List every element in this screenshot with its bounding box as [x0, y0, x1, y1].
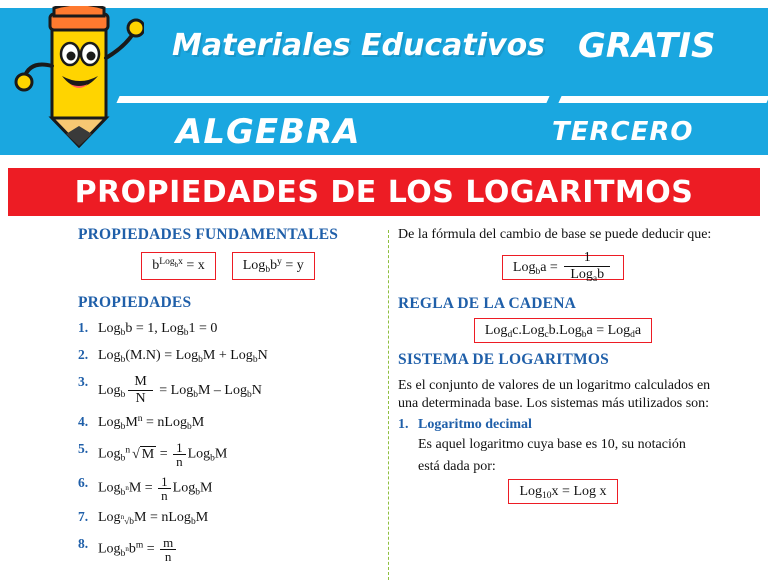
worksheet-title: PROPIEDADES DE LOS LOGARITMOS — [74, 174, 694, 210]
decimal-log-title: Logaritmo decimal — [418, 417, 532, 433]
item-body: Log$_{^n√b}$M = nLog$_b$M — [98, 510, 209, 528]
formula-box-2: $Log_bb^y = y$ — [232, 252, 315, 280]
header-stripe-mid-right — [558, 96, 768, 103]
item-number: 4. — [78, 414, 89, 430]
section-fundamental-properties-title: PROPIEDADES FUNDAMENTALES — [78, 226, 339, 243]
grade-label: TERCERO — [552, 117, 694, 147]
pencil-mascot-icon — [14, 6, 144, 151]
item-number: 5. — [78, 441, 89, 457]
item-number: 2. — [78, 347, 89, 363]
item-body: Log$_b$(M.N) = Log$_b$M + Log$_b$N — [98, 348, 268, 366]
item-number: 1. — [78, 320, 89, 336]
list-item — [398, 417, 728, 433]
column-divider — [388, 230, 389, 580]
list-item — [78, 441, 378, 468]
course-label: ALGEBRA — [176, 112, 361, 152]
list-item — [78, 509, 378, 529]
site-title: Materiales Educativos — [172, 28, 546, 63]
gratis-label: GRATIS — [578, 26, 716, 66]
decimal-log-text-line2: está dada por: — [418, 459, 496, 475]
change-of-base-formula-wrap — [398, 250, 728, 285]
item-body: Log$_b$ $\frac{M}{N}$ = Log$_b$M – Log$_b$N — [98, 374, 262, 407]
section-log-systems-title: SISTEMA DE LOGARITMOS — [398, 350, 609, 368]
formula-box-1: $b^{Log_bx} = x$ — [141, 252, 215, 280]
worksheet-content — [0, 226, 768, 581]
item-number: 1. — [398, 417, 409, 433]
formula-box-change-of-base: Log$_b$a = 1 Log$_a$b — [502, 255, 624, 280]
worksheet-title-bar — [0, 166, 768, 221]
item-body: Log$_b^n$ √ M = $\frac{1}{n}$ Log$_b$M — [98, 440, 228, 470]
item-number: 6. — [78, 475, 89, 491]
page-header — [0, 0, 768, 166]
header-stripe-mid-left — [116, 96, 549, 103]
left-column — [78, 226, 378, 570]
list-item — [78, 414, 378, 434]
change-of-base-intro: De la fórmula del cambio de base se puede deducir que: — [398, 227, 712, 242]
chain-formula-wrap — [398, 321, 728, 340]
item-body: Log$_{b^n}$M = $\frac{1}{n}$ Log$_b$M — [98, 474, 213, 504]
list-item — [78, 320, 378, 340]
list-item — [78, 374, 378, 407]
formula-box-chain-rule: Log$_d$c.Log$_c$b.Log$_b$a = Log$_d$a — [474, 318, 652, 343]
fundamental-formula-row — [78, 252, 378, 280]
item-number: 8. — [78, 536, 89, 552]
item-body: $Log_bM^n$ = nLog$_b$M — [98, 414, 205, 433]
section-chain-rule-title: REGLA DE LA CADENA — [398, 295, 577, 313]
item-body — [418, 417, 728, 433]
section-properties-title: PROPIEDADES — [78, 294, 192, 312]
list-item — [78, 347, 378, 367]
properties-list — [78, 320, 378, 563]
list-item — [78, 536, 378, 563]
formula-box-decimal-log: Log$_{10}$x = Log x — [508, 479, 617, 504]
worksheet-title-box — [8, 168, 760, 216]
right-column — [398, 226, 728, 512]
list-item — [78, 475, 378, 502]
log-systems-list — [398, 417, 728, 433]
log-systems-text: Es el conjunto de valores de un logaritmo calculados en una determinada base. Los sistemas más utilizados son: — [398, 377, 711, 411]
header-stripe-bottom — [0, 155, 768, 166]
item-number: 7. — [78, 509, 89, 525]
item-body: Log$_b$b = 1, Log$_b$1 = 0 — [98, 321, 218, 339]
item-number: 3. — [78, 374, 89, 390]
decimal-formula-wrap — [398, 482, 728, 501]
decimal-log-text-line1: Es aquel logaritmo cuya base es 10, su notación — [418, 437, 686, 453]
item-body: $Log_{b^n}b^m$ = $\frac{m}{n}$ — [98, 536, 378, 563]
